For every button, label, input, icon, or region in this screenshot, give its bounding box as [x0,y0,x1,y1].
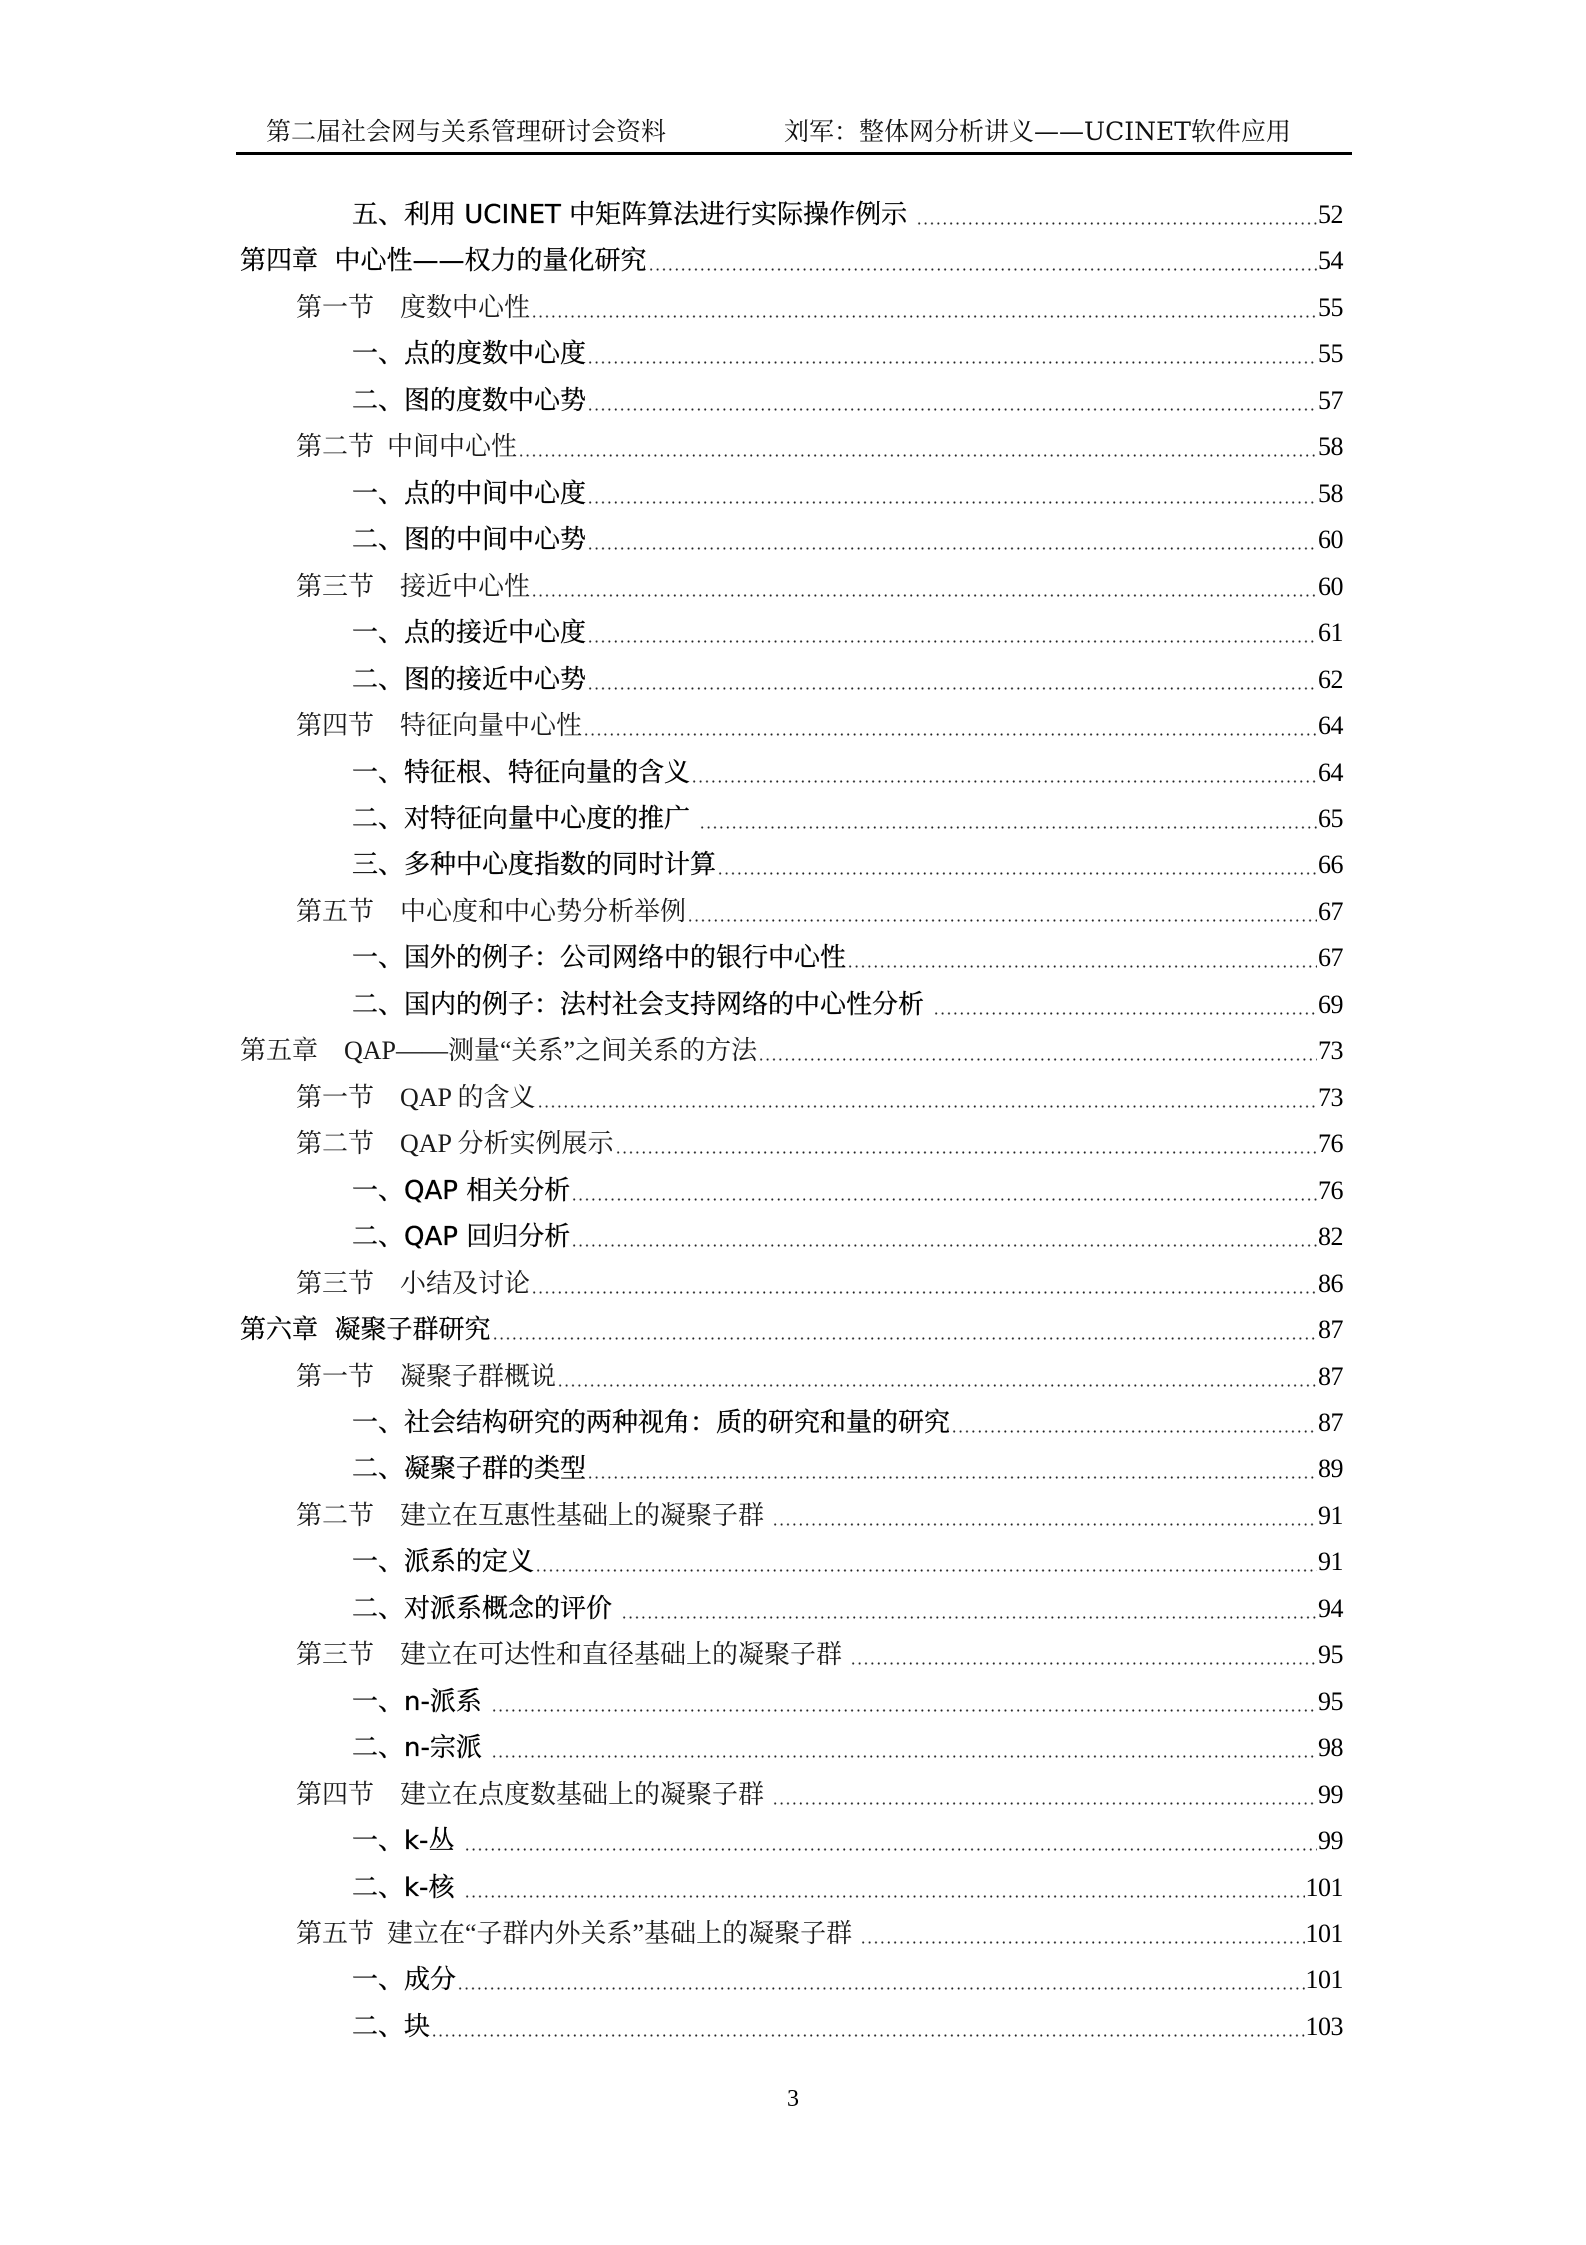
toc-entry-title: 五、利用 UCINET 中矩阵算法进行实际操作例示 [352,200,916,230]
toc-entry-sub[interactable] [352,1592,1343,1626]
toc-entry-page: 95 [1318,1686,1343,1716]
toc-entry-title: 第五章 QAP——测量“关系”之间关系的方法 [240,1036,758,1066]
toc-entry-page: 60 [1318,525,1343,555]
toc-entry-title: 第三节 建立在可达性和直径基础上的凝聚子群 [296,1640,849,1670]
toc-entry-section[interactable] [296,1081,1343,1115]
toc-entry-sub[interactable] [352,1871,1343,1905]
toc-entry-sub[interactable] [352,1452,1343,1486]
toc-entry-title: 第一节 QAP 的含义 [296,1082,536,1112]
toc-entry-page: 99 [1318,1826,1343,1856]
dot-leader [491,1709,1317,1712]
dot-leader [758,1058,1317,1061]
dot-leader [531,1291,1317,1294]
toc-entry-sub[interactable] [352,1685,1343,1719]
toc-entry-page: 89 [1318,1454,1343,1484]
dot-leader [933,1012,1317,1015]
toc-entry-page: 55 [1318,292,1343,322]
toc-entry-title: 一、k-丛 [352,1826,463,1857]
dot-leader [847,965,1317,968]
toc-entry-sub[interactable] [352,477,1343,511]
toc-entry-section[interactable] [296,1360,1343,1394]
toc-entry-page: 91 [1318,1547,1343,1577]
dot-leader [850,1662,1317,1665]
toc-entry-title: 第六章 凝聚子群研究 [240,1315,491,1346]
toc-entry-page: 101 [1305,1919,1343,1949]
toc-entry-title: 第四章 中心性——权力的量化研究 [240,246,647,277]
toc-entry-page: 86 [1318,1268,1343,1298]
header-lecture-title: 刘军：整体网分析讲义——UCINET软件应用 [784,117,1291,146]
toc-entry-title: 二、图的接近中心势 [352,664,587,695]
toc-entry-chapter[interactable] [240,244,1343,278]
toc-entry-title: 二、QAP 回归分析 [352,1222,571,1253]
dot-leader [464,1895,1305,1898]
dot-leader [537,1105,1317,1108]
dot-leader [648,268,1317,271]
toc-entry-sub[interactable] [352,1731,1343,1765]
toc-entry-sub[interactable] [352,2010,1343,2044]
dot-leader [587,547,1317,550]
dot-leader [587,687,1317,690]
toc-entry-sub[interactable] [352,1545,1343,1579]
toc-entry-sub[interactable] [352,337,1343,371]
toc-entry-title: 第二节 QAP 分析实例展示 [296,1129,614,1159]
toc-entry-page: 62 [1318,664,1343,694]
toc-entry-section[interactable] [296,1917,1343,1951]
toc-entry-section[interactable] [296,430,1343,464]
toc-entry-page: 57 [1318,385,1343,415]
toc-entry-page: 60 [1318,571,1343,601]
toc-entry-page: 61 [1318,618,1343,648]
toc-entry-chapter[interactable] [240,1034,1343,1068]
toc-entry-sub[interactable] [352,941,1343,975]
dot-leader [587,1476,1317,1479]
toc-entry-sub[interactable] [352,988,1343,1022]
dot-leader [916,222,1317,225]
header-conference-title: 第二届社会网与关系管理研讨会资料 [266,117,667,146]
toc-entry-title: 二、对派系概念的评价 [352,1593,621,1624]
toc-entry-title: 一、成分 [352,1965,457,1996]
toc-entry-title: 第三节 接近中心性 [296,571,531,601]
toc-entry-page: 82 [1318,1222,1343,1252]
toc-entry-title: 第二节 中间中心性 [296,432,518,462]
toc-entry-title: 第一节 凝聚子群概说 [296,1361,557,1391]
toc-entry-title: 第五节 建立在“子群内外关系”基础上的凝聚子群 [296,1919,859,1949]
toc-entry-sub[interactable] [352,1824,1343,1858]
toc-entry-page: 73 [1318,1082,1343,1112]
toc-entry-sub[interactable] [352,1406,1343,1440]
toc-entry-title: 一、n-派系 [352,1686,491,1717]
dot-leader [691,780,1317,783]
toc-entry-page: 67 [1318,943,1343,973]
toc-entry-title: 二、国内的例子：法村社会支持网络的中心性分析 [352,989,933,1020]
dot-leader [457,1987,1304,1990]
toc-entry-section[interactable] [296,1778,1343,1812]
toc-entry-sub[interactable] [352,1220,1343,1254]
toc-entry-title: 三、多种中心度指数的同时计算 [352,850,717,881]
toc-entry-title: 二、n-宗派 [352,1733,491,1764]
toc-entry-sub[interactable] [352,1174,1343,1208]
dot-leader [535,1569,1317,1572]
toc-entry-section[interactable] [296,1638,1343,1672]
toc-entry-page: 55 [1318,339,1343,369]
dot-leader [583,733,1317,736]
toc-entry-title: 第一节 度数中心性 [296,292,531,322]
toc-entry-page: 101 [1305,1872,1343,1902]
dot-leader [531,315,1317,318]
toc-entry-page: 65 [1318,803,1343,833]
toc-entry-title: 第四节 建立在点度数基础上的凝聚子群 [296,1779,771,1809]
toc-entry-title: 二、图的度数中心势 [352,385,587,416]
toc-entry-page: 58 [1318,478,1343,508]
toc-entry-sub[interactable] [352,384,1343,418]
toc-entry-section[interactable] [296,709,1343,743]
dot-leader [571,1244,1317,1247]
toc-entry-page: 98 [1318,1733,1343,1763]
toc-entry-sub[interactable] [352,756,1343,790]
toc-entry-page: 73 [1318,1036,1343,1066]
dot-leader [621,1616,1317,1619]
toc-entry-page: 101 [1305,1965,1343,1995]
dot-leader [492,1337,1317,1340]
running-header [236,112,1352,155]
toc-entry-page: 95 [1318,1640,1343,1670]
toc-entry-page: 87 [1318,1407,1343,1437]
toc-entry-page: 94 [1318,1593,1343,1623]
page-number: 3 [787,2086,799,2112]
dot-leader [557,1384,1317,1387]
toc-entry-page: 76 [1318,1175,1343,1205]
dot-leader [699,826,1317,829]
toc-entry-title: 一、QAP 相关分析 [352,1175,571,1206]
toc-entry-title: 一、国外的例子：公司网络中的银行中心性 [352,943,847,974]
dot-leader [571,1198,1317,1201]
toc-entry-page: 99 [1318,1779,1343,1809]
toc-entry-page: 67 [1318,896,1343,926]
toc-entry-section[interactable] [296,1499,1343,1533]
toc-entry-page: 64 [1318,757,1343,787]
toc-entry-title: 一、社会结构研究的两种视角：质的研究和量的研究 [352,1407,951,1438]
toc-entry-page: 69 [1318,989,1343,1019]
toc-entry-title: 一、点的接近中心度 [352,618,587,649]
toc-entry-sub[interactable] [352,523,1343,557]
toc-entry-section[interactable] [296,570,1343,604]
toc-entry-title: 第五节 中心度和中心势分析举例 [296,896,687,926]
toc-entry-page: 66 [1318,850,1343,880]
toc-entry-title: 第四节 特征向量中心性 [296,711,583,741]
toc-entry-page: 54 [1318,246,1343,276]
toc-entry-sub[interactable] [352,198,1343,232]
toc-entry-title: 二、图的中间中心势 [352,525,587,556]
dot-leader [772,1802,1317,1805]
toc-entry-sub[interactable] [352,1963,1343,1997]
toc-entry-title: 二、凝聚子群的类型 [352,1454,587,1485]
toc-entry-page: 52 [1318,200,1343,229]
dot-leader [951,1430,1317,1433]
dot-leader [772,1523,1317,1526]
toc-entry-sub[interactable] [352,802,1343,836]
dot-leader [587,501,1317,504]
toc-entry-title: 一、点的中间中心度 [352,478,587,509]
toc-entry-sub[interactable] [352,616,1343,650]
toc-entry-title: 一、特征根、特征向量的含义 [352,757,691,788]
toc-entry-page: 64 [1318,711,1343,741]
toc-entry-title: 第三节 小结及讨论 [296,1268,531,1298]
toc-entry-title: 二、块 [352,2011,431,2042]
dot-leader [860,1941,1305,1944]
dot-leader [687,919,1317,922]
toc-entry-section[interactable] [296,291,1343,325]
toc-entry-section[interactable] [296,895,1343,929]
dot-leader [531,594,1317,597]
dot-leader [431,2034,1304,2037]
toc-entry-section[interactable] [296,1267,1343,1301]
dot-leader [587,408,1317,411]
dot-leader [717,872,1317,875]
toc-entry-page: 91 [1318,1500,1343,1530]
toc-entry-page: 87 [1318,1361,1343,1391]
dot-leader [491,1755,1317,1758]
dot-leader [587,361,1317,364]
dot-leader [615,1151,1317,1154]
toc-entry-page: 103 [1305,2011,1343,2041]
toc-entry-title: 二、k-核 [352,1872,463,1903]
dot-leader [587,640,1317,643]
dot-leader [464,1848,1317,1851]
toc-entry-title: 一、点的度数中心度 [352,339,587,370]
toc-entry-chapter[interactable] [240,1313,1343,1347]
toc-entry-sub[interactable] [352,848,1343,882]
toc-entry-page: 87 [1318,1315,1343,1345]
toc-entry-page: 76 [1318,1129,1343,1159]
toc-entry-title: 第二节 建立在互惠性基础上的凝聚子群 [296,1500,771,1530]
toc-entry-sub[interactable] [352,663,1343,697]
dot-leader [518,454,1317,457]
toc-entry-title: 一、派系的定义 [352,1547,535,1578]
toc-entry-page: 58 [1318,432,1343,462]
toc-entry-title: 二、对特征向量中心度的推广 [352,803,699,834]
toc-entry-section[interactable] [296,1127,1343,1161]
